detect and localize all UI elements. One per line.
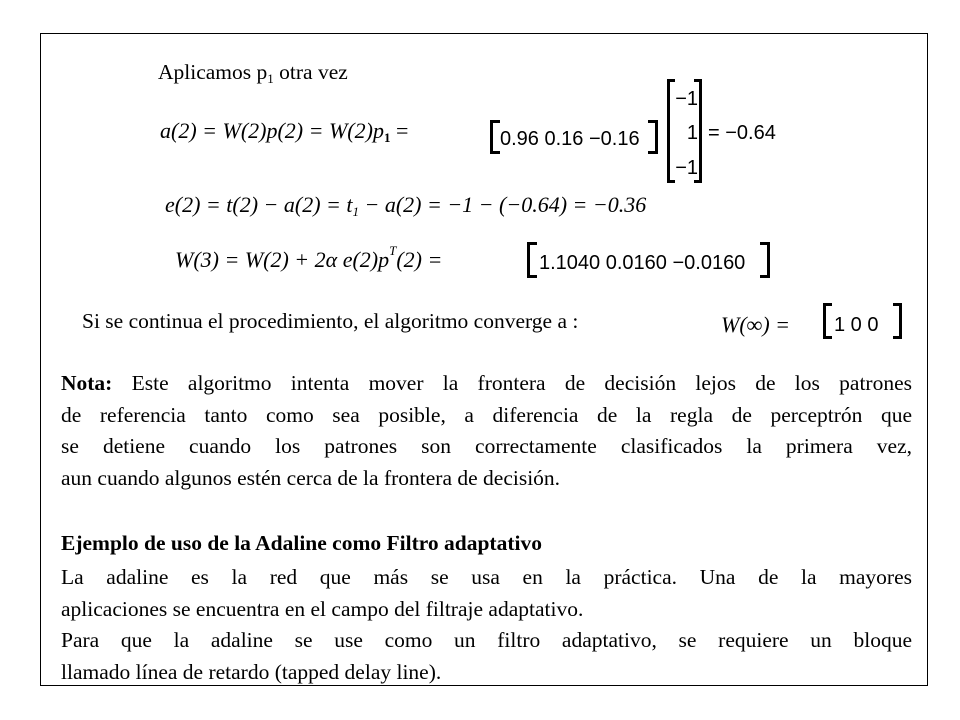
w3-bracket-right bbox=[760, 242, 770, 278]
ejemplo-line-3: Para que la adaline se use como un filtro adaptativo, se requiere un bloque bbox=[61, 628, 912, 652]
row-vector-bracket-right bbox=[648, 120, 658, 154]
title-rest: otra vez bbox=[273, 60, 348, 84]
equation-a-result: = −0.64 bbox=[708, 122, 776, 144]
equation-a-eq: = bbox=[395, 118, 409, 143]
equation-w-right: (2) = bbox=[396, 247, 443, 272]
nota-line-4: aun cuando algunos estén cerca de la frontera de decisión. bbox=[61, 465, 561, 490]
column-vector-bracket-right bbox=[694, 79, 702, 183]
equation-a bbox=[160, 118, 408, 146]
column-vector-entry-3: −1 bbox=[675, 157, 698, 179]
ejemplo-heading: Ejemplo de uso de la Adaline como Filtro adaptativo bbox=[61, 531, 542, 555]
nota-label: Nota: bbox=[61, 371, 113, 395]
title-subscript: 1 bbox=[267, 71, 274, 86]
equation-e bbox=[165, 192, 646, 220]
equation-w-left: W(3) = W(2) + 2α e(2)p bbox=[175, 247, 390, 272]
converge-row-vector: 1 0 0 bbox=[834, 314, 879, 336]
converge-bracket-right bbox=[893, 303, 902, 339]
ejemplo-line-4: llamado línea de retardo (tapped delay line). bbox=[61, 659, 442, 684]
nota-line-3: se detiene cuando los patrones son correctamente clasificados la primera vez, bbox=[61, 434, 912, 458]
equation-w-row-vector: 1.1040 0.0160 −0.0160 bbox=[539, 252, 746, 274]
ejemplo-line-2: aplicaciones se encuentra en el campo del filtraje adaptativo. bbox=[61, 596, 584, 621]
nota-line-2: de referencia tanto como sea posible, a diferencia de la regla de perceptrón que bbox=[61, 402, 912, 427]
nota-line-1: Este algoritmo intenta mover la frontera de decisión lejos de los patrones bbox=[112, 371, 912, 395]
ejemplo-line-1: La adaline es la red que más se usa en la práctica. Una de la mayores bbox=[61, 565, 912, 589]
column-vector-entry-1: −1 bbox=[675, 88, 698, 110]
equation-a-lhs: a(2) = W(2)p(2) = W(2)p bbox=[160, 118, 384, 143]
equation-e-sub: 1 bbox=[352, 204, 359, 219]
equation-a-sub: 1 bbox=[383, 130, 391, 145]
title-line bbox=[158, 60, 348, 87]
equation-w-sup: T bbox=[389, 243, 397, 258]
nota-line bbox=[61, 368, 912, 400]
converge-text: Si se continua el procedimiento, el algoritmo converge a : bbox=[82, 309, 579, 333]
equation-w bbox=[175, 243, 443, 273]
converge-lhs: W(∞) = bbox=[721, 312, 791, 337]
row-vector-bracket-left bbox=[490, 120, 500, 154]
equation-a-row-vector: 0.96 0.16 −0.16 bbox=[500, 128, 640, 150]
ejemplo-paragraph bbox=[61, 562, 912, 688]
w3-bracket-left bbox=[527, 242, 537, 278]
equation-e-left: e(2) = t(2) − a(2) = t bbox=[165, 192, 353, 217]
column-vector-entry-2: 1 bbox=[686, 122, 698, 144]
equation-e-right: − a(2) = −1 − (−0.64) = −0.36 bbox=[358, 192, 647, 217]
title-text: Aplicamos p bbox=[158, 60, 268, 84]
converge-bracket-left bbox=[823, 303, 832, 339]
nota-paragraph bbox=[61, 368, 912, 494]
